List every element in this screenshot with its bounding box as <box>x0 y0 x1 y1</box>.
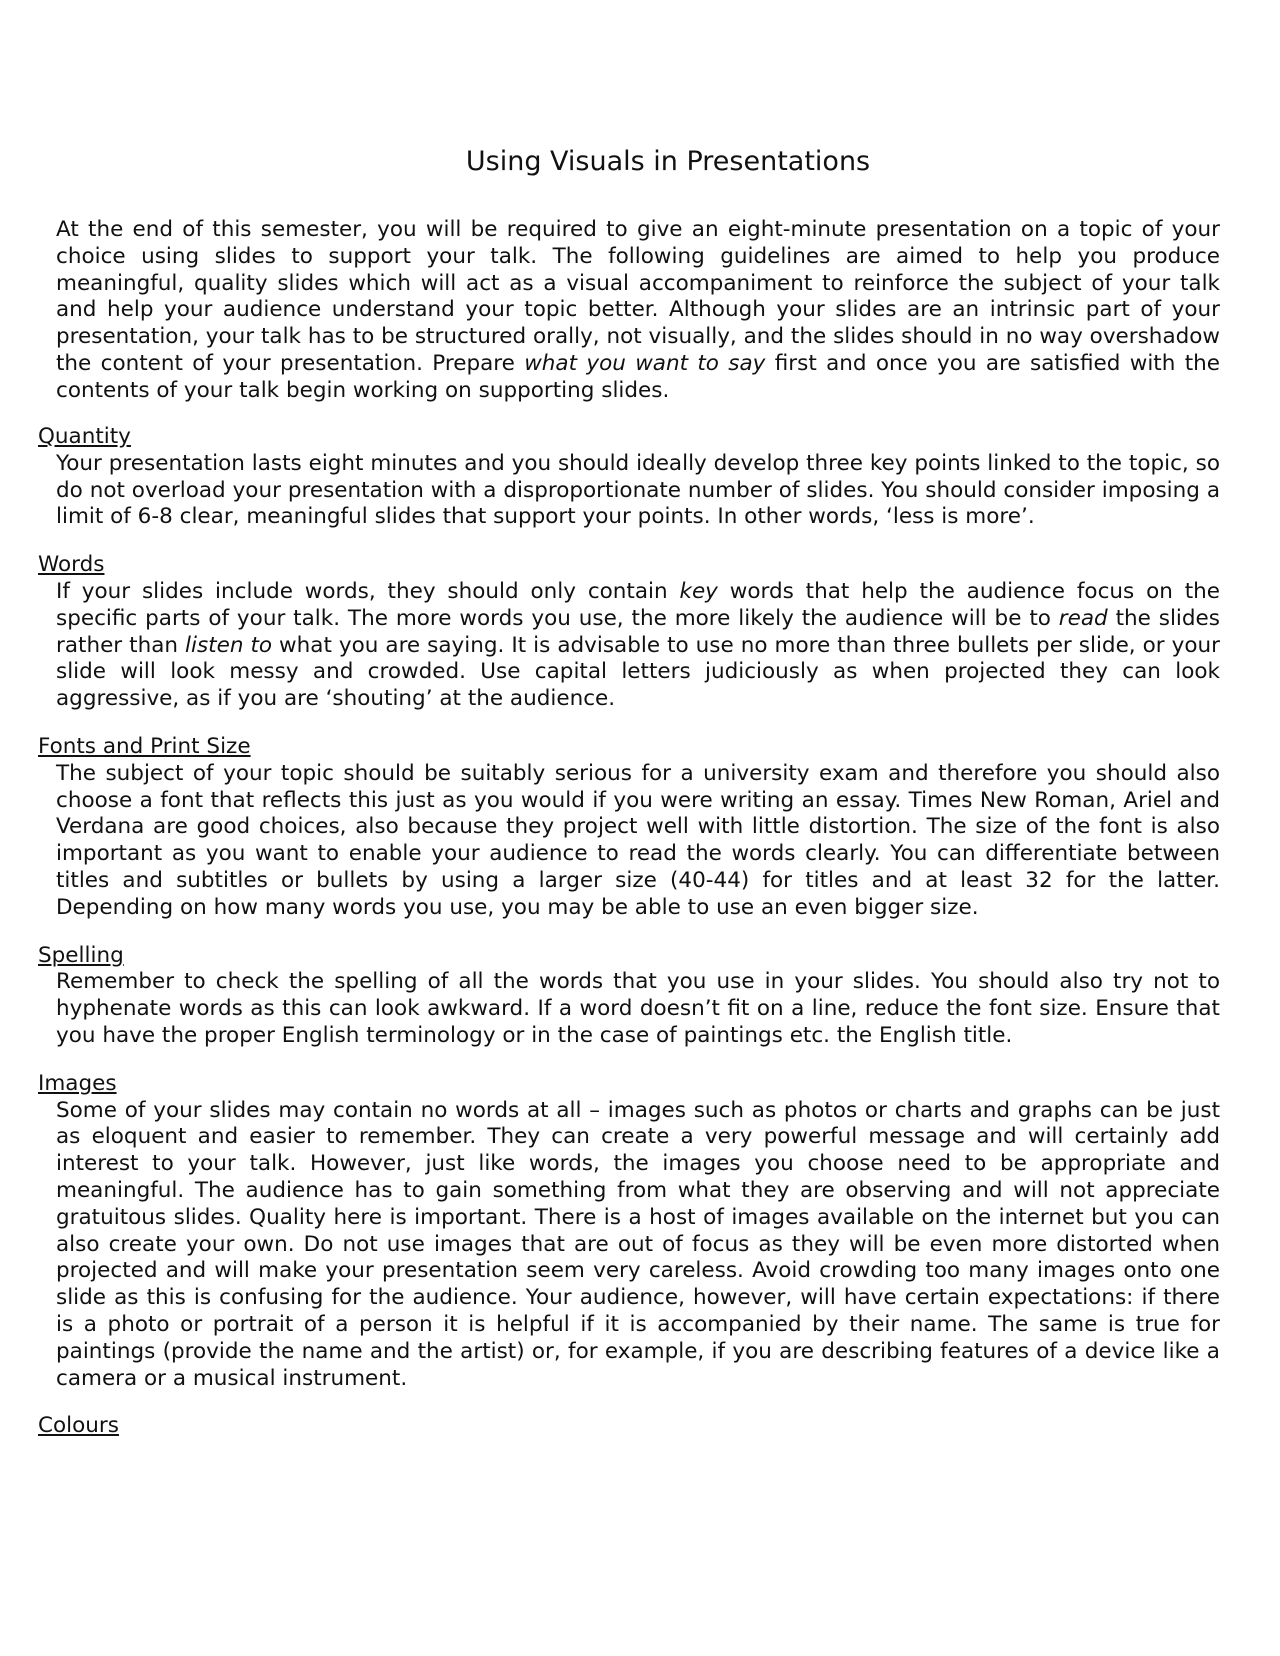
words-emphasis-listen: listen to <box>185 632 273 658</box>
section-images <box>38 1071 1220 1393</box>
words-text-3: the slides rather than <box>56 605 1220 658</box>
section-quantity <box>38 424 1220 531</box>
section-words <box>38 552 1220 713</box>
intro-section <box>56 217 1220 405</box>
section-text-spelling: Remember to check the spelling of all the words that you use in your slides. You should also try not to hyphenate words as this can look awkward. If a word doesn’t fit on a line, reduce the font size. Ensure that you have the proper English terminology or in the case of paintings etc. the English title. <box>56 969 1220 1048</box>
intro-emphasis: what you want to say <box>524 350 766 376</box>
words-emphasis-key: key <box>679 578 718 604</box>
section-heading-spelling: Spelling <box>38 942 124 968</box>
section-heading-colours: Colours <box>38 1413 119 1439</box>
section-heading-words: Words <box>38 552 105 578</box>
section-fonts <box>38 734 1220 922</box>
intro-paragraph <box>56 217 1220 405</box>
section-heading-fonts: Fonts and Print Size <box>38 733 251 759</box>
section-heading-images: Images <box>38 1070 117 1096</box>
section-colours <box>38 1413 1220 1440</box>
words-text-2: words that help the audience focus on the specific parts of your talk. The more words you use, the more likely the audience will be to <box>56 578 1220 631</box>
section-text-words <box>56 579 1220 713</box>
section-heading-quantity: Quantity <box>38 424 131 449</box>
words-emphasis-read: read <box>1058 605 1108 631</box>
section-text-fonts: The subject of your topic should be suitably serious for a university exam and therefore you should also choose a font that reflects this just as you would if you were writing an essay. Times New Roman, Ariel and Verdana are good choices, also because they project well with little distortion. The size of the font is also important as you want to enable your audience to read the words clearly. You can differentiate between titles and subtitles or bullets by using a larger size (40-44) for titles and at least 32 for the latter. Depending on how many words you use, you may be able to use an even bigger size. <box>56 760 1220 920</box>
section-text-quantity: Your presentation lasts eight minutes and you should ideally develop three key points linked to the topic, so do not overload your presentation with a disproportionate number of slides. You should consider imposing a limit of 6-8 clear, meaningful slides that support your points. In other words, ‘less is more’. <box>56 450 1220 530</box>
words-text-4: what you are saying. It is advisable to use no more than three bullets per slide, or your slide will look messy and crowded. Use capital letters judiciously as when projected they can look aggressive, as if you are ‘shouting’ at the audience. <box>56 632 1220 712</box>
section-text-images: Some of your slides may contain no words at all – images such as photos or charts and graphs can be just as eloquent and easier to remember. They can create a very powerful message and will certainly add interest to your talk. However, just like words, the images you choose need to be appropriate and meaningful. The audience has to gain something from what they are observing and will not appreciate gratuitous slides. Quality here is important. There is a host of images available on the internet but you can also create your own. Do not use images that are out of focus as they will be even more distorted when projected and will make your presentation seem very careless. Avoid crowding too many images onto one slide as this is confusing for the audience. Your audience, however, will have certain expectations: if there is a photo or portrait of a person it is helpful if it is accompanied by their name. The same is true for paintings (provide the name and the artist) or, for example, if you are describing features of a device like a camera or a musical instrument. <box>56 1097 1220 1391</box>
section-spelling <box>38 943 1220 1050</box>
document-content <box>38 424 1220 1461</box>
words-text-1: If your slides include words, they should only contain <box>56 578 680 604</box>
document-title: Using Visuals in Presentations <box>465 146 871 177</box>
intro-text-2: first and once you are satisfied with the contents of your talk begin working on supporting slides. <box>56 350 1220 403</box>
intro-text-1: At the end of this semester, you will be required to give an eight-minute presentation on a topic of your choice using slides to support your talk. The following guidelines are aimed to help you produce meaningful, quality slides which will act as a visual accompaniment to reinforce the subject of your talk and help your audience understand your topic better. Although your slides are an intrinsic part of your presentation, your talk has to be structured orally, not visually, and the slides should in no way overshadow the content of your presentation. Prepare <box>56 217 1220 376</box>
